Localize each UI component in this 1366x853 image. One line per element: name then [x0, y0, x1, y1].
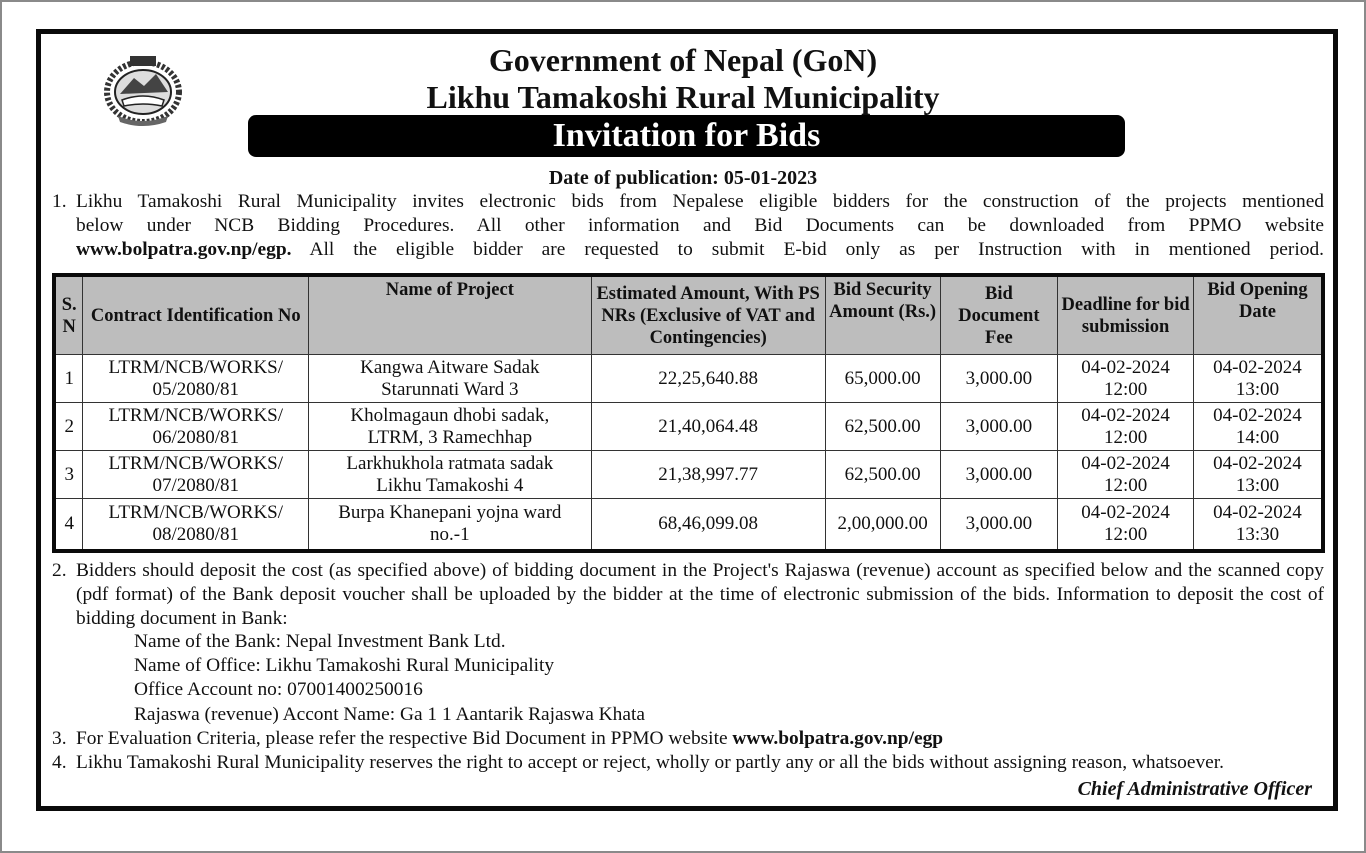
deadline-date: 04-02-2024: [1081, 502, 1170, 523]
contract-line-2: 05/2080/81: [152, 378, 240, 400]
deadline-time: 12:00: [1103, 524, 1148, 545]
opening-time: 13:00: [1235, 474, 1280, 496]
contract-line-1: LTRM/NCB/WORKS/: [108, 356, 284, 378]
cell-contract-id: [83, 451, 309, 499]
paragraph-3-body: [76, 727, 1324, 751]
cell-contract-id: [83, 355, 309, 403]
cell-contract-id: [83, 403, 309, 451]
deadline-time: 12:00: [1103, 378, 1148, 400]
header-project-name: Name of Project: [309, 275, 592, 355]
header-opening-date: Bid Opening Date: [1193, 275, 1323, 355]
header-bid-security: Bid Security Amount (Rs.): [825, 275, 940, 355]
paragraph-2: [52, 559, 1324, 632]
cell-document-fee: 3,000.00: [940, 355, 1058, 403]
government-title: Government of Nepal (GoN): [488, 42, 878, 78]
paragraph-1-line-1: Likhu Tamakoshi Rural Municipality invites electronic bids from Nepalese eligible bidders for the construction of the projects mentioned: [76, 191, 1324, 212]
paragraph-number: 3.: [52, 728, 67, 749]
paragraph-1-line-3: [76, 238, 1324, 262]
opening-time: 13:00: [1235, 378, 1280, 400]
deadline-time: 12:00: [1103, 426, 1148, 448]
cell-bid-security: 62,500.00: [825, 403, 940, 451]
opening-time: 13:30: [1235, 524, 1280, 545]
cell-project-name: [309, 499, 592, 552]
cell-sn: 2: [54, 403, 83, 451]
paragraph-4-text: Likhu Tamakoshi Rural Municipality reserves the right to accept or reject, wholly or partly any or all the bids without assigning reason, whatsoever.: [76, 752, 1224, 773]
cell-bid-security: 65,000.00: [825, 355, 940, 403]
cell-project-name: [309, 355, 592, 403]
bids-table: [52, 273, 1325, 553]
project-line-2: no.-1: [430, 524, 470, 545]
bolpatra-link[interactable]: www.bolpatra.gov.np/egp.: [76, 239, 292, 261]
deadline-time: 12:00: [1103, 474, 1148, 496]
cell-opening: [1193, 403, 1323, 451]
deadline-date: 04-02-2024: [1081, 452, 1170, 474]
cell-project-name: [309, 403, 592, 451]
office-name: Name of Office: Likhu Tamakoshi Rural Municipality: [134, 655, 555, 676]
cell-estimated-amount: 68,46,099.08: [591, 499, 825, 552]
cell-project-name: [309, 451, 592, 499]
cell-deadline: [1058, 355, 1194, 403]
cell-bid-security: 62,500.00: [825, 451, 940, 499]
cell-bid-security: 2,00,000.00: [825, 499, 940, 552]
publication-date: Date of publication: 05-01-2023: [548, 167, 818, 189]
deadline-date: 04-02-2024: [1081, 356, 1170, 378]
contract-line-1: LTRM/NCB/WORKS/: [108, 404, 284, 426]
contract-line-2: 06/2080/81: [152, 426, 240, 448]
bank-name: Name of the Bank: Nepal Investment Bank Ltd.: [134, 631, 506, 652]
paragraph-number: 4.: [52, 752, 67, 773]
cell-deadline: [1058, 403, 1194, 451]
paragraph-3-text: For Evaluation Criteria, please refer the respective Bid Document in PPMO website: [76, 728, 733, 749]
cell-deadline: [1058, 451, 1194, 499]
table-row: [54, 451, 1323, 499]
project-line-1: Burpa Khanepani yojna ward: [338, 502, 562, 523]
paragraph-number: 1.: [52, 191, 67, 212]
paragraph-number: 2.: [52, 560, 67, 581]
cell-sn: 3: [54, 451, 83, 499]
project-line-1: Kholmagaun dhobi sadak,: [350, 404, 550, 426]
cell-deadline: [1058, 499, 1194, 552]
project-line-2: Likhu Tamakoshi 4: [376, 474, 524, 496]
signature: Chief Administrative Officer: [1077, 778, 1312, 800]
cell-estimated-amount: 21,40,064.48: [591, 403, 825, 451]
cell-document-fee: 3,000.00: [940, 451, 1058, 499]
opening-date: 04-02-2024: [1213, 356, 1302, 378]
paragraph-1: [52, 190, 1324, 263]
cell-opening: [1193, 355, 1323, 403]
paragraph-2-text: Bidders should deposit the cost (as specified above) of bidding document in the Project's Rajaswa (revenue) account as specified below and the scanned copy (pdf format) of the Bank deposit voucher shall be uploaded by the bidder at the time of electronic submission of the bids. Information to deposit the cost of bidding document in Bank:: [76, 560, 1324, 630]
table-row: [54, 355, 1323, 403]
contract-line-2: 08/2080/81: [152, 524, 240, 545]
header-deadline: Deadline for bid submission: [1058, 275, 1194, 355]
table-row: [54, 499, 1323, 552]
cell-document-fee: 3,000.00: [940, 499, 1058, 552]
cell-estimated-amount: 21,38,997.77: [591, 451, 825, 499]
project-line-1: Larkhukhola ratmata sadak: [346, 452, 554, 474]
account-name: Rajaswa (revenue) Accont Name: Ga 1 1 Aantarik Rajaswa Khata: [134, 704, 645, 725]
header-document-fee: Bid Document Fee: [940, 275, 1058, 355]
account-number: Office Account no: 07001400250016: [134, 679, 423, 700]
paragraph-3: [52, 727, 1324, 751]
contract-line-2: 07/2080/81: [152, 474, 240, 496]
deadline-date: 04-02-2024: [1081, 404, 1170, 426]
header-estimated-amount: Estimated Amount, With PS NRs (Exclusive of VAT and Contingencies): [591, 275, 825, 355]
header-sn: S. N: [54, 275, 83, 355]
cell-sn: 4: [54, 499, 83, 552]
cell-opening: [1193, 451, 1323, 499]
contract-line-1: LTRM/NCB/WORKS/: [108, 452, 284, 474]
table-header-row: [54, 275, 1323, 355]
paragraph-1-line-2: below under NCB Bidding Procedures. All other information and Bid Documents can be downloaded from PPMO website: [76, 215, 1324, 237]
project-line-1: Kangwa Aitware Sadak: [360, 356, 540, 378]
paragraph-4: [52, 751, 1324, 775]
cell-contract-id: [83, 499, 309, 552]
invitation-banner: Invitation for Bids: [248, 115, 1125, 157]
project-line-2: LTRM, 3 Ramechhap: [367, 426, 533, 448]
cell-estimated-amount: 22,25,640.88: [591, 355, 825, 403]
cell-opening: [1193, 499, 1323, 552]
bolpatra-link[interactable]: www.bolpatra.gov.np/egp: [732, 728, 944, 749]
opening-date: 04-02-2024: [1213, 404, 1302, 426]
opening-date: 04-02-2024: [1213, 502, 1302, 523]
contract-line-1: LTRM/NCB/WORKS/: [108, 502, 284, 523]
table-row: [54, 403, 1323, 451]
cell-document-fee: 3,000.00: [940, 403, 1058, 451]
paragraph-1-line-3-text: All the eligible bidder are requested to submit E-bid only as per Instruction with in mentioned period.: [291, 239, 1324, 261]
cell-sn: 1: [54, 355, 83, 403]
opening-time: 14:00: [1235, 426, 1280, 448]
opening-date: 04-02-2024: [1213, 452, 1302, 474]
project-line-2: Starunnati Ward 3: [381, 378, 519, 400]
header-contract-id: Contract Identification No: [83, 275, 309, 355]
municipality-title: Likhu Tamakoshi Rural Municipality: [426, 79, 940, 115]
